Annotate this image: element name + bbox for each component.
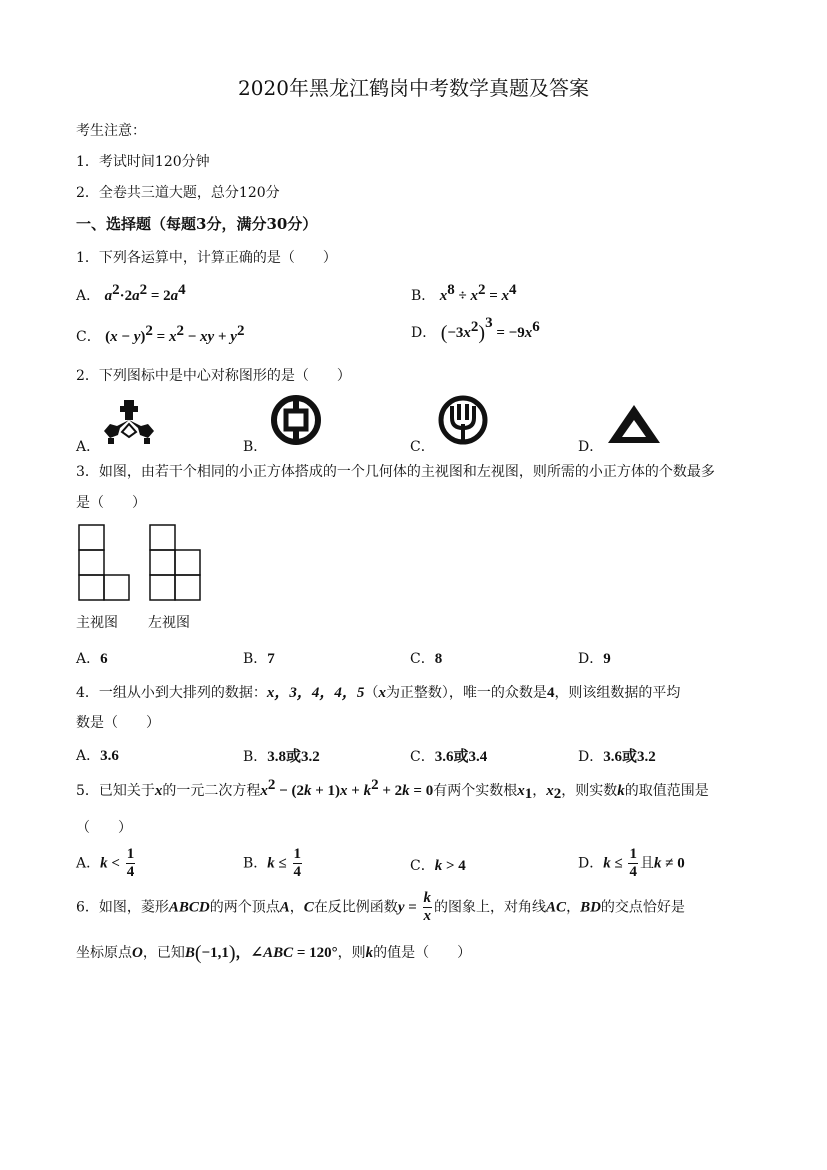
q2-option-a-label: A． [76, 439, 101, 455]
notice-heading: 考生注意： [76, 123, 146, 139]
q4-option-a-label: A． [76, 748, 101, 764]
q4-option-c-value: 3.6或3.4 [434, 749, 488, 765]
q5-text-1: 5．已知关于 [76, 783, 155, 799]
q2-icon-b[interactable] [270, 394, 322, 446]
q5-text-3: 有两个实数根 [433, 783, 518, 799]
q3-option-a[interactable] [76, 648, 108, 668]
q5-option-a[interactable]: A．k < $\frac{1}{4}$ [76, 846, 135, 880]
q5-option-d-label: D． [578, 855, 604, 872]
q6-text-7: ，已知 [142, 945, 185, 961]
q3-front-view [78, 524, 132, 602]
q5-option-a-label: A． [76, 855, 101, 872]
q4-option-d-label: D． [578, 749, 604, 765]
q1-stem: 1．下列各运算中，计算正确的是（ ） [76, 250, 337, 266]
q4-option-a-value: 3.6 [100, 748, 119, 764]
q6-sep-2: ， [566, 899, 581, 916]
q5-text-4: ，则实数 [561, 783, 618, 799]
q6-text-2: 的两个顶点 [209, 899, 280, 916]
page-title: 2020年黑龙江鹤岗中考数学真题及答案 [238, 76, 589, 100]
q3-option-c[interactable] [410, 648, 442, 668]
notice-item-1: 1．考试时间120分钟 [76, 154, 210, 170]
q4-var-x: x [378, 685, 386, 701]
q3-stem-line1: 3．如图，由若干个相同的小正方体搭成的一个几何体的主视图和左视图，则所需的小正方体的个数最多 [76, 464, 715, 480]
q4-option-b-label: B． [243, 749, 268, 765]
q1-option-d[interactable]: D． $(-3x^2)^3 = -9x^6$ [411, 315, 540, 344]
q3-left-view [149, 524, 203, 602]
q2-option-c-label: C． [410, 439, 435, 455]
q6-text-5: 的交点恰好是 [600, 899, 685, 916]
q1-option-a[interactable]: A． $a^2\cdot 2a^2 = 2a^4$ [76, 282, 186, 304]
q1-option-b[interactable]: B． $x^8 \div x^2 = x^4$ [411, 282, 517, 304]
q1-option-a-label: A． [76, 288, 101, 304]
q4-stem-line2: 数是（ ） [76, 715, 160, 731]
q3-left-caption: 左视图 [148, 615, 190, 631]
q6-text-1: 6．如图，菱形 [76, 899, 169, 916]
q5-and: 且 [639, 855, 654, 872]
q2-stem: 2．下列图标中是中心对称图形的是（ ） [76, 368, 351, 384]
q4-stem-suffix: ，则该组数据的平均 [554, 685, 681, 701]
q3-option-b-label: B． [243, 651, 268, 667]
q2-option-d-label: D． [578, 439, 604, 455]
q4-option-c-label: C． [410, 749, 435, 765]
q4-mode: 4 [546, 685, 555, 701]
q4-option-d-value: 3.6或3.2 [603, 749, 656, 765]
q5-option-b-label: B． [243, 855, 268, 872]
q4-stem-prefix: 4．一组从小到大排列的数据： [76, 685, 267, 701]
q2-icon-d[interactable] [606, 403, 662, 445]
q5-option-b[interactable]: B．k ≤ $\frac{1}{4}$ [243, 846, 302, 880]
q3-option-a-value: 6 [100, 651, 108, 667]
q3-option-c-value: 8 [434, 651, 443, 667]
q3-option-d[interactable] [578, 648, 611, 668]
q4-option-a[interactable] [76, 745, 119, 765]
q2-icon-a[interactable] [100, 398, 158, 446]
q6-stem-line2: 坐标原点O，已知B(−1,1)，∠ABC = 120°，则k的值是（ ） [76, 942, 472, 964]
q5-text-5: 的取值范围是 [624, 783, 709, 799]
q6-stem-line1: 6．如图，菱形ABCD的两个顶点A，C在反比例函数y = $\frac{k}{x}$ 的图象上，对角线AC，BD的交点恰好是 [76, 890, 685, 924]
q1-option-b-label: B． [411, 288, 436, 304]
q6-sep: ， [289, 899, 304, 916]
q1-option-d-label: D． [411, 325, 437, 341]
q4-option-b-value: 3.8或3.2 [267, 749, 320, 765]
q6-text-6: 坐标原点 [76, 945, 132, 961]
q5-option-c[interactable]: C．k > 4 [410, 858, 466, 874]
q5-option-c-label: C． [410, 858, 435, 874]
q3-option-c-label: C． [410, 651, 435, 667]
q5-sep: ， [532, 783, 547, 799]
q6-text-9: 的值是（ ） [373, 945, 472, 961]
q2-option-b-label: B． [243, 439, 268, 455]
q4-stem-line1 [76, 681, 680, 702]
q3-option-a-label: A． [76, 651, 101, 667]
section-heading: 一、选择题（每题3分，满分30分） [76, 215, 318, 233]
q5-option-d[interactable]: D．k ≤ $\frac{1}{4}$ 且k ≠ 0 [578, 846, 685, 880]
q5-text-2: 的一元二次方程 [162, 783, 261, 799]
q2-icon-c[interactable] [437, 394, 489, 446]
notice-item-2: 2．全卷共三道大题，总分120分 [76, 185, 280, 201]
q3-option-b-value: 7 [267, 651, 275, 667]
q3-option-b[interactable] [243, 648, 275, 668]
q3-option-d-label: D． [578, 651, 604, 667]
q4-condition: 为正整数），唯一的众数是 [385, 685, 547, 701]
q4-paren: （ [364, 685, 379, 701]
q3-option-d-value: 9 [603, 651, 611, 667]
q4-data-list: x，3，4，4，5 [266, 685, 365, 701]
q1-option-c[interactable]: C． $(x - y)^2 = x^2$ − xy + $y^2$ [76, 323, 245, 345]
q4-option-c[interactable] [410, 745, 487, 766]
q3-stem-line2: 是（ ） [76, 495, 146, 511]
q3-front-caption: 主视图 [76, 615, 118, 631]
q6-text-4: 的图象上，对角线 [434, 899, 547, 916]
q5-stem-line2: （ ） [76, 820, 132, 836]
q5-stem-line1: 5．已知关于x的一元二次方程$x^2 - (2k + 1)x + k^2 + 2k = 0$有两个实数根$x_1$，$x_2$，则实数k的取值范围是 [76, 777, 709, 802]
q6-text-3: 在反比例函数 [313, 899, 398, 916]
q6-text-8: ，则 [337, 945, 366, 961]
q4-option-b[interactable] [243, 745, 320, 766]
q4-option-d[interactable] [578, 745, 656, 766]
q1-option-c-label: C． [76, 329, 101, 345]
